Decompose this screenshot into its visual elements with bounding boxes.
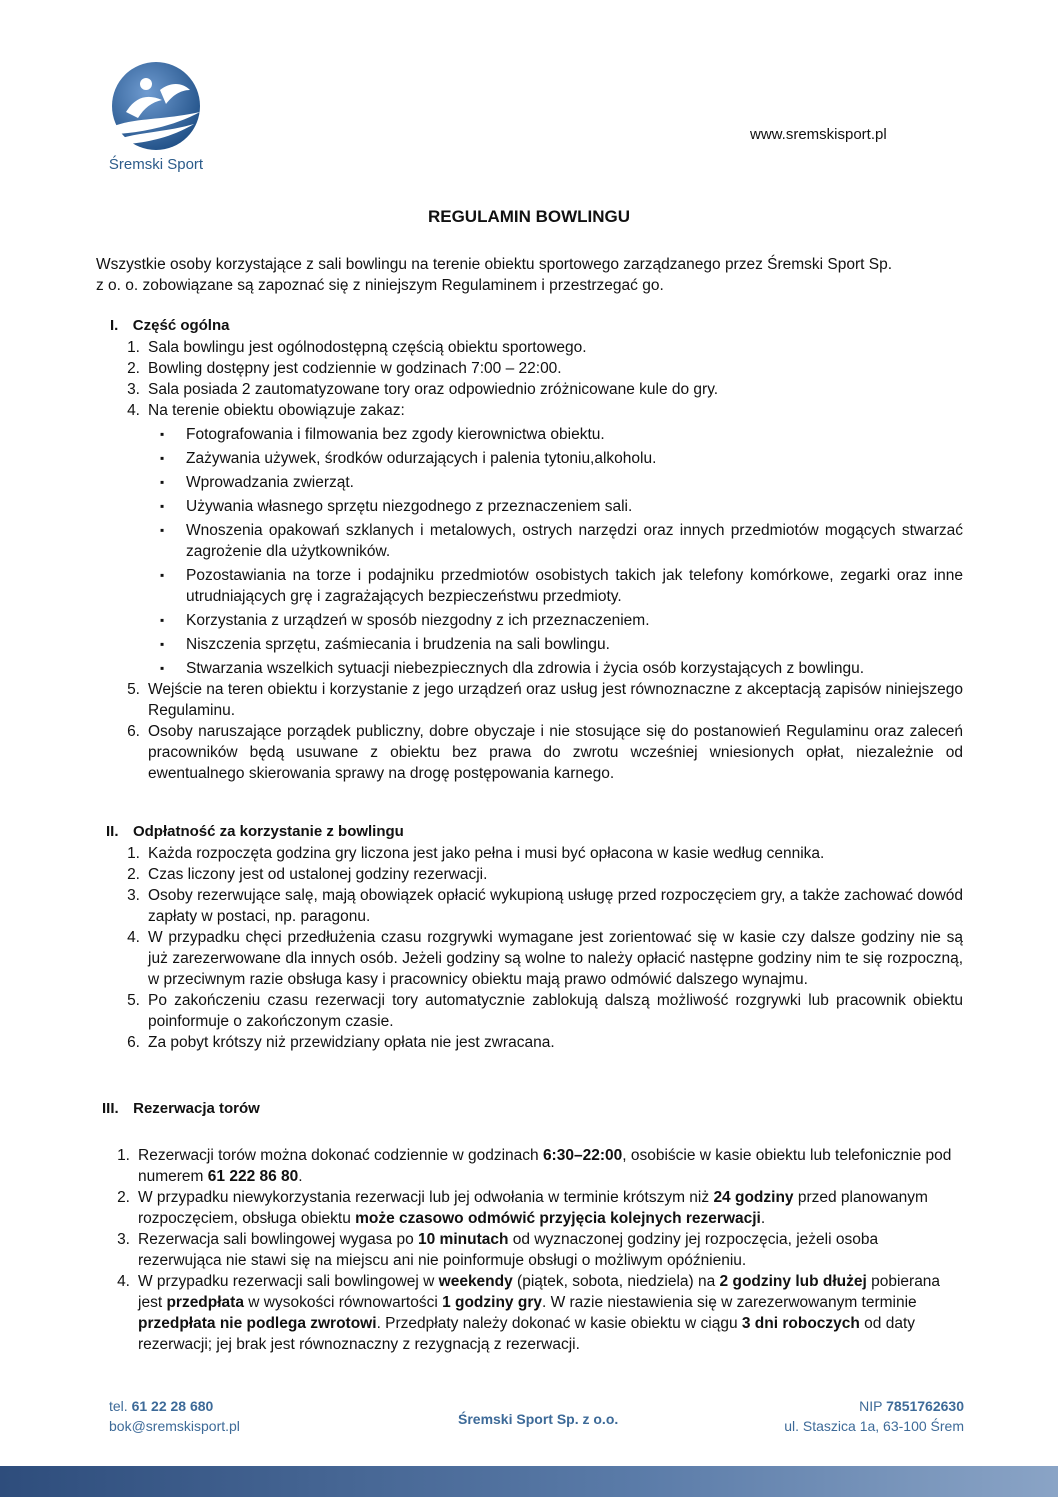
list-item: 6. Za pobyt krótszy niż przewidziany opłata nie jest zwracana. bbox=[127, 1034, 555, 1051]
section-1-list bbox=[118, 337, 963, 784]
list-item: 3. Osoby rezerwujące salę, mają obowiązek opłacić wykupioną usługę przed rozpoczęciem gry, a także zachować dowód zapłaty w postaci, np. paragonu. bbox=[127, 887, 963, 925]
intro-line: Wszystkie osoby korzystające z sali bowlingu na terenie obiektu sportowego zarządzanego przez Śremski Sport Sp. bbox=[96, 256, 893, 273]
logo-emblem-icon bbox=[104, 60, 208, 156]
bullet-item: ▪ Wprowadzania zwierząt. bbox=[160, 474, 354, 491]
document-title: REGULAMIN BOWLINGU bbox=[427, 207, 631, 226]
list-item: 2. W przypadku niewykorzystania rezerwacji lub jej odwołania w terminie krótszym niż 24 godziny przed planowanym rozpoczęciem, obsługa obiektu może czasowo odmówić przyjęcia kolejnych rezerwacji. bbox=[117, 1189, 928, 1227]
list-item: 2. Bowling dostępny jest codziennie w godzinach 7:00 – 22:00. bbox=[127, 360, 562, 377]
footer-contact bbox=[109, 1396, 240, 1436]
bullet-list bbox=[160, 424, 963, 679]
bullet-item: ▪ Niszczenia sprzętu, zaśmiecania i brudzenia na sali bowlingu. bbox=[160, 636, 610, 653]
bullet-item: ▪ Pozostawiania na torze i podajniku przedmiotów osobistych takich jak telefony komórkowe, zegarki oraz inne utrudniających grę i zagrażających bezpieczeństwu przedmioty. bbox=[160, 567, 963, 605]
intro-paragraph bbox=[96, 254, 964, 296]
section-1-heading bbox=[110, 317, 229, 335]
nip-value: 7851762630 bbox=[886, 1398, 964, 1414]
list-item: 3. Rezerwacja sali bowlingowej wygasa po 10 minutach od wyznaczonej godziny jej rozpoczęcia, jeżeli osoba rezerwująca nie stawi się na miejscu ani nie poinformuje obsługi o możliwym opóźnieniu. bbox=[117, 1231, 879, 1269]
logo-text: Śremski Sport bbox=[108, 156, 204, 173]
list-item: 2. Czas liczony jest od ustalonej godziny rezerwacji. bbox=[127, 866, 488, 883]
bullet-item: ▪ Fotografowania i filmowania bez zgody kierownictwa obiektu. bbox=[160, 426, 605, 443]
list-item: 3. Sala posiada 2 zautomatyzowane tory oraz odpowiednio zróżnicowane kule do gry. bbox=[127, 381, 719, 398]
bullet-item: ▪ Zażywania używek, środków odurzających i palenia tytoniu,alkoholu. bbox=[160, 450, 657, 467]
bullet-item: ▪ Wnoszenia opakowań szklanych i metalowych, ostrych narzędzi oraz innych przedmiotów mogących stwarzać zagrożenie dla użytkowników. bbox=[160, 522, 963, 560]
website-link[interactable]: www.sremskisport.pl bbox=[750, 126, 887, 143]
list-item: 4. Na terenie obiektu obowiązuje zakaz: bbox=[127, 402, 405, 419]
list-item: 6. Osoby naruszające porządek publiczny, dobre obyczaje i nie stosujące się do postanowień Regulaminu oraz zaleceń pracowników będą usuwane z obiektu bez prawa do zwrotu wcześniej wniesionych opłat, niezależnie od ewentualnego skierowania sprawy na drogę postępowania karnego. bbox=[127, 723, 963, 782]
section-number: III. bbox=[102, 1100, 119, 1117]
section-3-heading bbox=[102, 1100, 260, 1118]
section-2-list bbox=[118, 843, 963, 1053]
email-link[interactable]: bok@sremskisport.pl bbox=[109, 1418, 240, 1434]
intro-line: z o. o. zobowiązane są zapoznać się z niniejszym Regulaminem i przestrzegać go. bbox=[96, 277, 664, 294]
bullet-item: ▪ Korzystania z urządzeń w sposób niezgodny z ich przeznaczeniem. bbox=[160, 612, 650, 629]
list-item: 1. Rezerwacji torów można dokonać codziennie w godzinach 6:30–22:00, osobiście w kasie obiektu lub telefonicznie pod numerem 61 222 86 80. bbox=[117, 1147, 952, 1185]
footer-address bbox=[784, 1396, 964, 1436]
list-item: 1. Każda rozpoczęta godzina gry liczona jest jako pełna i musi być opłacona w kasie według cennika. bbox=[127, 845, 825, 862]
phone-number[interactable]: 61 22 28 680 bbox=[131, 1398, 214, 1414]
bullet-item: ▪ Stwarzania wszelkich sytuacji niebezpiecznych dla zdrowia i życia osób korzystających z bowlingu. bbox=[160, 660, 864, 677]
footer-company: Śremski Sport Sp. z o.o. bbox=[458, 1411, 619, 1427]
list-item: 4. W przypadku rezerwacji sali bowlingowej w weekendy (piątek, sobota, niedziela) na 2 godziny lub dłużej pobierana jest przedpłata w wysokości równowartości 1 godziny gry. W razie niestawienia się w zarezerwowanym terminie przedpłata nie podlega zwrotowi. Przedpłaty należy dokonać w kasie obiektu w ciągu 3 dni roboczych od daty rezerwacji; jej brak jest równoznaczny z rezygnacją z rezerwacji. bbox=[117, 1273, 941, 1353]
section-number: II. bbox=[106, 823, 119, 840]
section-title: Rezerwacja torów bbox=[133, 1100, 260, 1117]
nip-label: NIP bbox=[859, 1398, 883, 1414]
footer-bar bbox=[0, 1466, 1058, 1497]
list-item: 4. W przypadku chęci przedłużenia czasu rozgrywki wymagane jest zorientować się w kasie czy dalsze godziny nie są już zarezerwowane dla innych osób. Jeżeli godziny są wolne to należy opłacić następne godziny nim te się rozpoczną, w przeciwnym razie obsługa kasy i pracownicy obiektu mają prawo odmówić dalszego wynajmu. bbox=[127, 929, 963, 988]
section-3-list bbox=[108, 1145, 953, 1355]
phone-label: tel. bbox=[109, 1398, 128, 1414]
address-text: ul. Staszica 1a, 63-100 Śrem bbox=[784, 1418, 964, 1434]
section-title: Część ogólna bbox=[132, 317, 230, 334]
section-number: I. bbox=[110, 317, 119, 334]
list-item: 5. Wejście na teren obiektu i korzystanie z jego urządzeń oraz usług jest równoznaczne z akceptacją zapisów niniejszego Regulaminu. bbox=[127, 681, 963, 719]
section-2-heading bbox=[106, 823, 404, 841]
list-item: 1. Sala bowlingu jest ogólnodostępną częścią obiektu sportowego. bbox=[127, 339, 587, 356]
logo bbox=[104, 60, 208, 180]
list-item: 5. Po zakończeniu czasu rezerwacji tory automatycznie zablokują dalszą możliwość rozgrywki lub pracownik obiektu poinformuje o zakończonym czasie. bbox=[127, 992, 963, 1030]
section-title: Odpłatność za korzystanie z bowlingu bbox=[132, 823, 404, 840]
bullet-item: ▪ Używania własnego sprzętu niezgodnego z przeznaczeniem sali. bbox=[160, 498, 633, 515]
